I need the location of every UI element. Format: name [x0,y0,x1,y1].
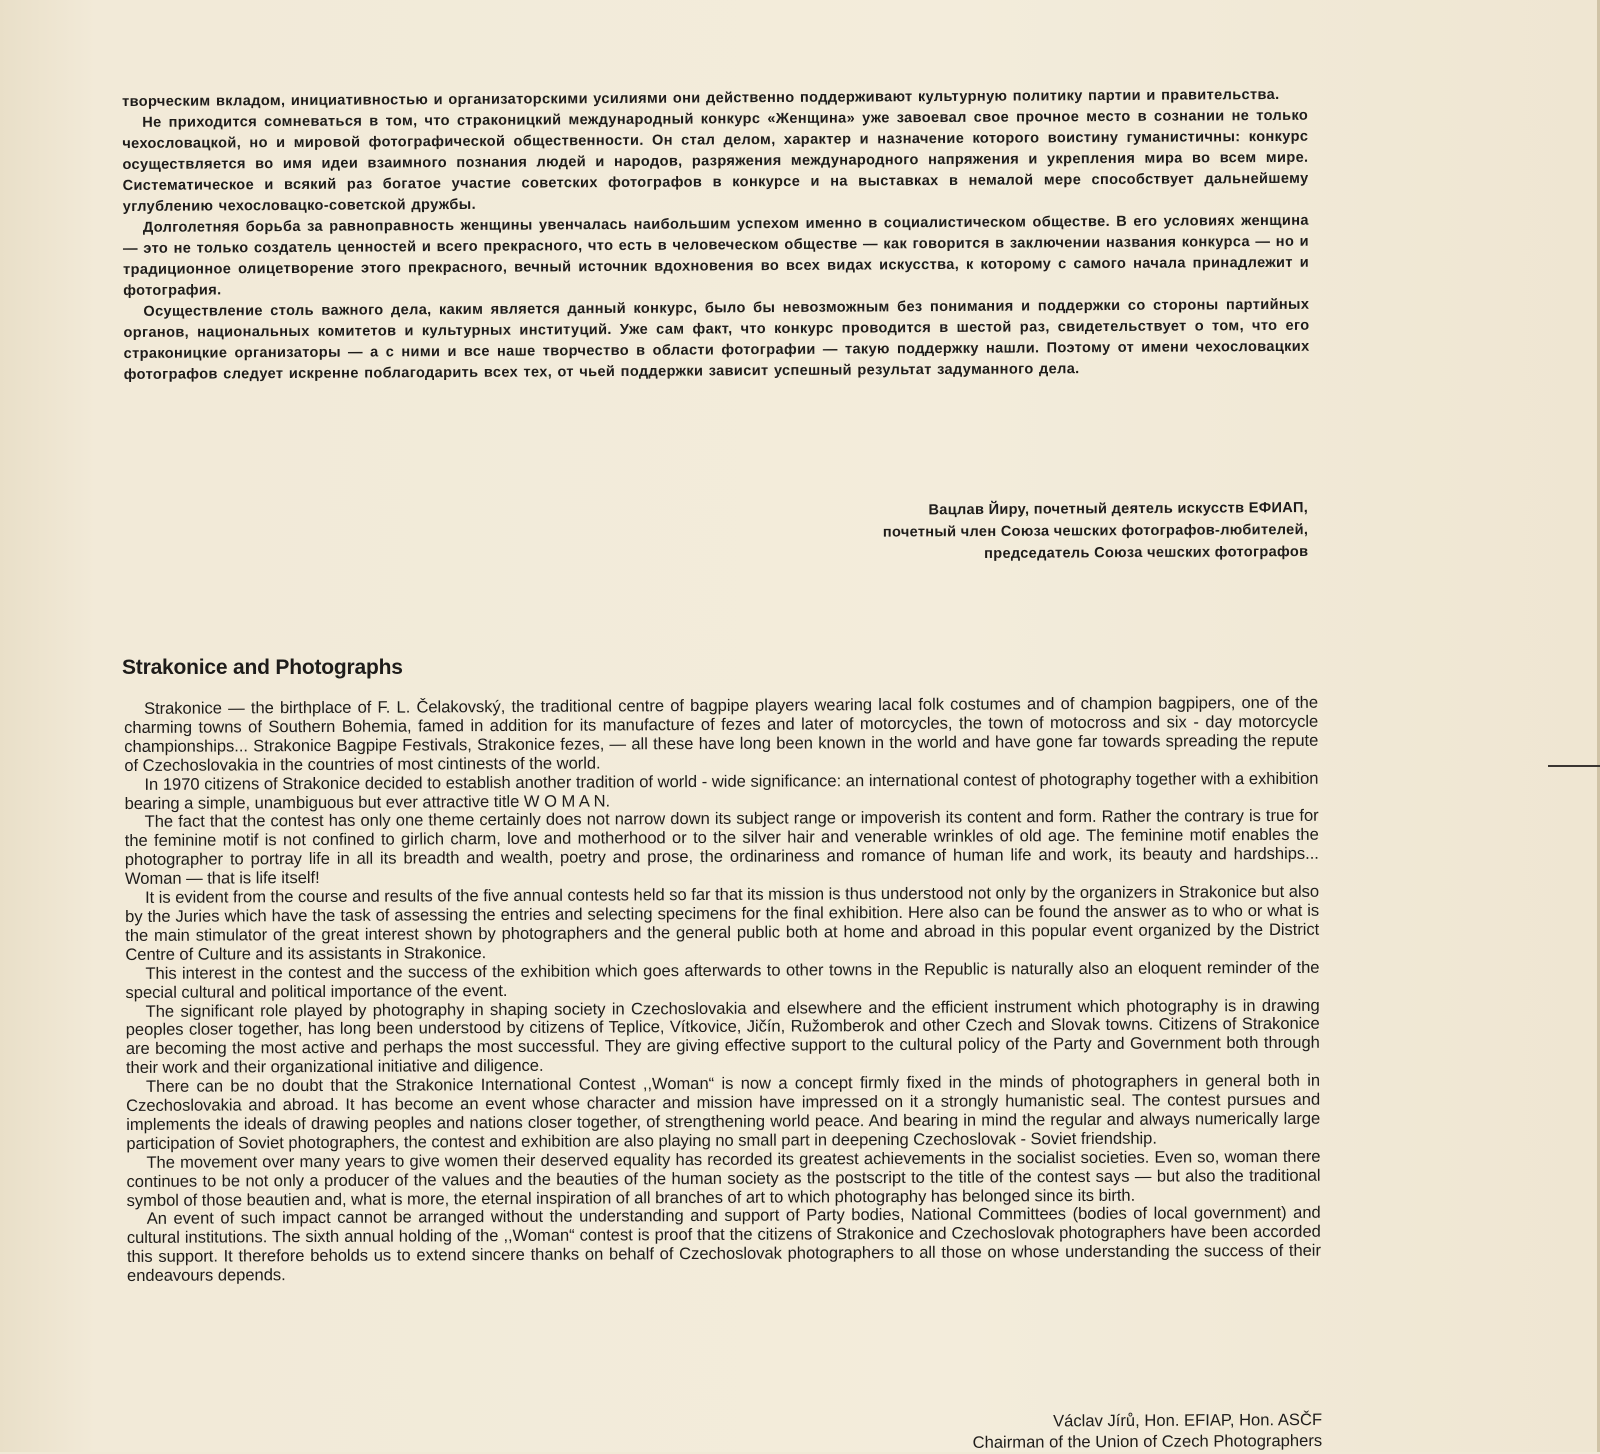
russian-signature-line: председатель Союза чешских фотографов [984,543,1309,562]
russian-paragraph: Долголетняя борьба за равноправность женщины увенчалась наибольшим успехом именно в социалистическом обществе. В его условиях женщина — это не только создатель ценностей и всего прекрасного, что есть в человеческом обществе — как говорится в заключении названия конкурса — но и традиционное олицетворение этого прекрасного, вечный источник вдохновения во всех видах искусства, к которому с самого начала принадлежит и фотография. [122,212,1310,299]
english-paragraph: The significant role played by photography in shaping society in Czechoslovakia and elsewhere and the efficient instrument which photography is in drawing peoples closer together, has long been understood by citizens of Teplice, Vítkovice, Jičín, Ružomberok and other Czech and Slovak towns. Citizens of Strakonice are becoming the most active and perhaps the most successful. They are giving effective support to the cultural policy of the Party and Government both through their work and their organizational initiative and diligence. [125,995,1320,1078]
russian-text-block [122,85,1310,386]
english-paragraph: The fact that the contest has only one theme certainly does not narrow down its subject range or impoverish its content and form. Rather the contrary is true for the feminine motif is not confined to girlich charm, love and motherhood or to the silver hair and venerable wrinkles of old age. The feminine motif enables the photographer to portray life in all its breadth and wealth, poetry and prose, the ordinariness and romance of human life and work, its beauty and hardships... Woman — that is life itself! [124,806,1319,889]
russian-signature [680,497,1308,567]
english-signature-line: Chairman of the Union of Czech Photographers [972,1430,1323,1452]
english-paragraph: The movement over many years to give women their deserved equality has recorded its greatest achievements in the socialist societies. Even so, woman there continues to be not only a producer of the values and the beauties of the human society as the postscript to the title of the contest says — but also the traditional symbol of those beautien and, what is more, the eternal inspiration of all branches of art to which photography has belonged since its birth. [126,1146,1321,1210]
english-paragraph: It is evident from the course and results of the five annual contests held so far that its mission is thus understood not only by the organizers in Strakonice but also by the Juries which have the task of assessing the entries and selecting specimens for the final exhibition. Here also can be found the answer as to who or what is the main stimulator of the great interest shown by photographers and the general public both at home and abroad in this popular event organized by the District Centre of Culture and its assistants in Strakonice. [125,881,1320,964]
margin-mark [1548,765,1600,767]
english-paragraph: There can be no doubt that the Strakonice International Contest ,,Woman“ is now a concept firmly fixed in the minds of photographers in general both in Czechoslovakia and abroad. It has become an event whose character and mission have impressed on it a strongly humanistic seal. The contest pursues and implements the ideals of drawing peoples and nations closer together, of strengthening world peace. And bearing in mind the regular and always numerically large participation of Soviet photographers, the contest and exhibition are also playing no small part in deepening Czechoslovak - Soviet friendship. [126,1070,1321,1153]
russian-signature-line: почетный член Союза чешских фотографов-любителей, [882,521,1309,541]
russian-paragraph: Осуществление столь важного дела, каким является данный конкурс, было бы невозможным без понимания и поддержки со стороны партийных органов, национальных комитетов и культурных институций. Уже сам факт, что конкурс проводится в шестой раз, свидетельствует о том, что его страконицкие организаторы — а с ними и все наше творчество в области фотографии — такую поддержку нашли. Поэтому от имени чехословацких фотографов следует искренне поблагодарить всех тех, от чьей поддержки зависит успешный результат задуманного дела. [123,296,1310,383]
english-signature [820,1409,1322,1454]
english-paragraph: This interest in the contest and the success of the exhibition which goes afterwards to other towns in the Republic is naturally also an eloquent reminder of the special cultural and political importance of the event. [125,957,1320,1002]
english-paragraph: In 1970 citizens of Strakonice decided to establish another tradition of world - wide significance: an international contest of photography together with a exhibition bearing a simple, unambiguous but ever attractive title W O M A N. [124,768,1319,813]
russian-paragraph: Не приходится сомневаться в том, что страконицкий международный конкурс «Женщина» уже завоевал свое прочное место в сознании не только чехословацкой, но и мировой фотографической общественности. Он стал делом, характер и назначение которого воистину гуманистичны: конкурс осуществляется во имя идеи взаимного познания людей и народов, разряжения международного напряжения и укрепления мира во всем мире. Систематическое и всякий раз богатое участие советских фотографов в конкурсе и на выставках в немалой мере способствует дальнейшему углублению чехословацко-советской дружбы. [122,107,1309,215]
english-paragraph: An event of such impact cannot be arranged without the understanding and support of Party bodies, National Committees (bodies of local government) and cultural institutions. The sixth annual holding of the ,,Woman“ contest is proof that the citizens of Strakonice and Czechoslovak photographers have been accorded this support. It therefore beholds us to extend sincere thanks on behalf of Czechoslovak photographers to all those on whose understanding the success of their endeavours depends. [126,1203,1321,1286]
english-text-block [124,694,1321,1286]
russian-paragraph: творческим вкладом, инициативностью и организаторскими усилиями они действенно поддерживают культурную политику партии и правительства. [122,86,1280,110]
english-paragraph: Strakonice — the birthplace of F. L. Čelakovský, the traditional centre of bagpipe players wearing lacal folk costumes and of champion bagpipers, one of the charming towns of Southern Bohemia, famed in addition for its manufacture of fezes and later of motorcycles, the town of motocross and six - day motorcycle championships... Strakonice Bagpipe Festivals, Strakonice fezes, — all these have long been known in the world and have gone far towards spreading the repute of Czechoslovakia in the countries of most cintinests of the world. [124,692,1319,775]
english-section-title: Strakonice and Photographs [122,656,403,679]
english-signature-line: Václav Jírů, Hon. EFIAP, Hon. ASČF [1053,1410,1323,1431]
russian-signature-line: Вацлав Йиру, почетный деятель искусств ЕФИАП, [928,499,1309,519]
